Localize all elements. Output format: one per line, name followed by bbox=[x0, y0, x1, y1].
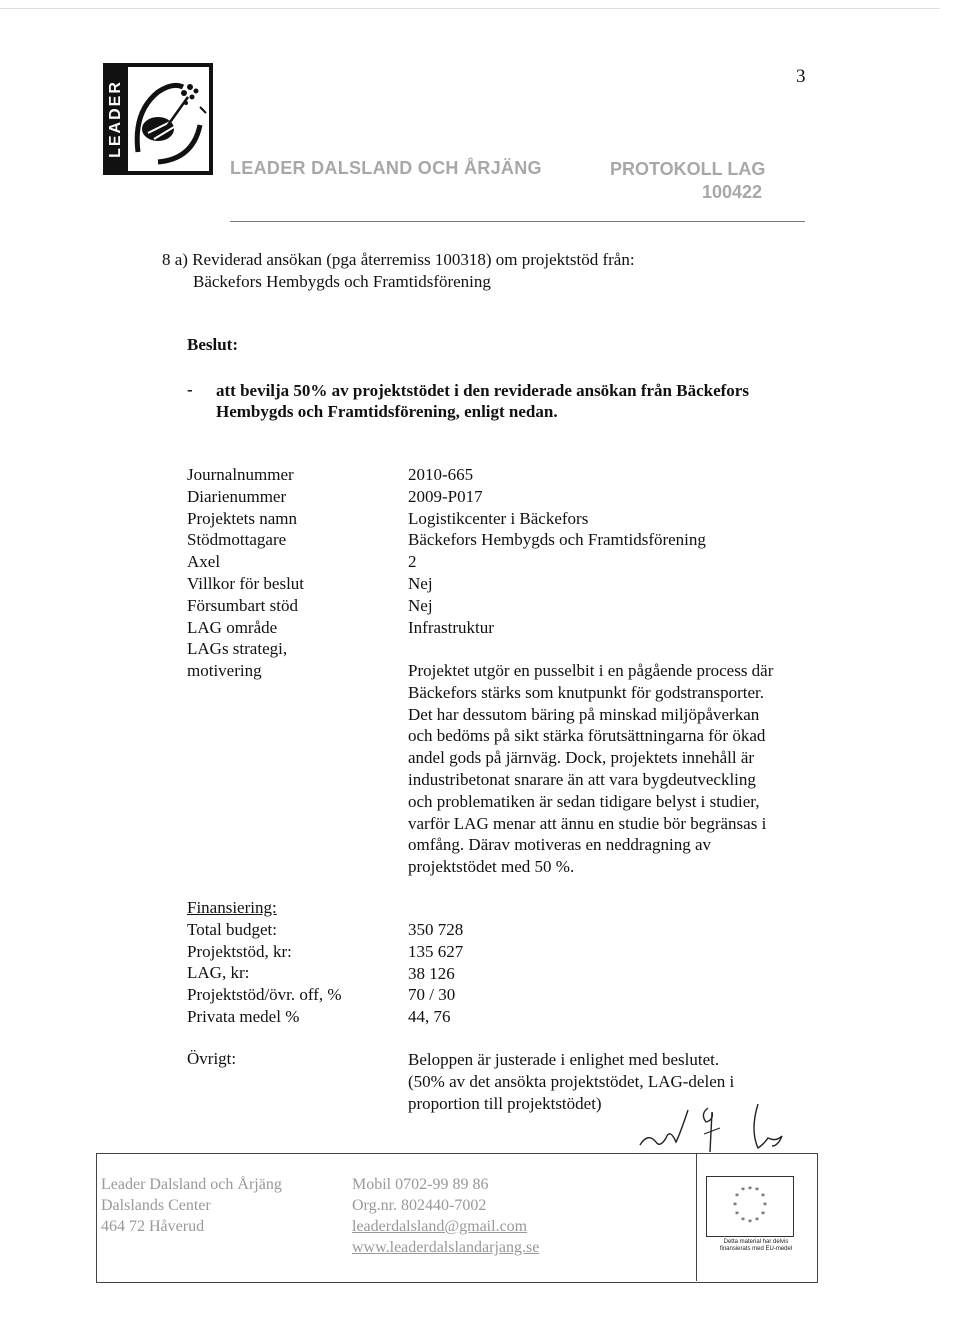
footer-org-name: Leader Dalsland och Årjäng bbox=[101, 1176, 282, 1193]
project-name-value: Logistikcenter i Bäckefors bbox=[408, 508, 589, 528]
motivation-line: och problematiken är sedan tidigare belyst i studier, bbox=[408, 791, 760, 811]
svg-text:*: * bbox=[748, 1218, 752, 1227]
journal-number-value: 2010-665 bbox=[408, 465, 474, 484]
strategy-label: LAGs strategi, bbox=[187, 639, 288, 659]
journal-number-label: Journalnummer bbox=[187, 465, 294, 484]
minor-support-label: Försumbart stöd bbox=[187, 595, 298, 615]
motivation-line: industribetonat snarare än att vara bygdeutveckling bbox=[408, 769, 756, 789]
lag-area-value: Infrastruktur bbox=[408, 617, 494, 637]
project-name-label: Projektets namn bbox=[187, 508, 298, 528]
header-divider bbox=[230, 221, 805, 222]
eu-funding-line1: Detta material har delvis bbox=[723, 1239, 789, 1245]
total-budget-value: 350 728 bbox=[408, 920, 464, 939]
diary-number-label: Diarienummer bbox=[187, 486, 287, 506]
motivation-line: Det har dessutom bäring på minskad miljöpåverkan bbox=[408, 704, 760, 724]
document-type: PROTOKOLL LAG bbox=[610, 159, 766, 179]
svg-text:*: * bbox=[755, 1216, 759, 1225]
support-ratio-value: 70 / 30 bbox=[408, 985, 456, 1005]
svg-text:*: * bbox=[761, 1210, 765, 1219]
leader-logo-icon bbox=[128, 67, 209, 171]
svg-text:*: * bbox=[741, 1216, 745, 1225]
eu-funding-note bbox=[700, 1239, 812, 1253]
details-values bbox=[408, 464, 706, 638]
diary-number-value: 2009-P017 bbox=[408, 486, 483, 506]
page-number: 3 bbox=[796, 66, 806, 87]
recipient-value: Bäckefors Hembygds och Framtidsförening bbox=[408, 530, 706, 550]
agenda-item-title bbox=[162, 249, 635, 293]
footer-contact bbox=[352, 1174, 539, 1258]
organization-header: LEADER DALSLAND OCH ÅRJÄNG bbox=[230, 158, 542, 178]
other-line: (50% av det ansökta projektstödet, LAG-delen i bbox=[408, 1071, 735, 1091]
financing-values bbox=[408, 919, 463, 1028]
motivation-line: andel gods på järnväg. Dock, projektets innehåll är bbox=[408, 748, 755, 768]
footer-postal-address: 464 72 Håverud bbox=[101, 1218, 205, 1235]
agenda-item-line1: 8 a) Reviderad ansökan (pga återremiss 100318) om projektstöd från: bbox=[162, 250, 635, 269]
footer-center: Dalslands Center bbox=[101, 1197, 211, 1214]
lag-amount-value: 38 126 bbox=[408, 963, 455, 983]
private-funds-value: 44, 76 bbox=[408, 1007, 451, 1027]
svg-text:*: * bbox=[733, 1201, 737, 1210]
conditions-value: Nej bbox=[408, 573, 433, 593]
svg-text:*: * bbox=[761, 1192, 765, 1201]
svg-text:*: * bbox=[735, 1192, 739, 1201]
lag-area-label: LAG område bbox=[187, 617, 278, 637]
motivation-line: varför LAG menar att ännu en studie bör begränsas i bbox=[408, 813, 767, 833]
decision-bullet: - bbox=[187, 380, 193, 399]
financing-heading: Finansiering: bbox=[187, 898, 277, 917]
eu-funding-line2: finansierats med EU-medel bbox=[719, 1246, 793, 1252]
recipient-label: Stödmottagare bbox=[187, 530, 287, 550]
other-line: proportion till projektstödet) bbox=[408, 1093, 602, 1113]
svg-text:*: * bbox=[755, 1186, 759, 1195]
motivation-text bbox=[408, 660, 828, 878]
leader-logo bbox=[103, 63, 213, 175]
details-labels bbox=[187, 464, 304, 682]
footer-org-number: Org.nr. 802440-7002 bbox=[352, 1197, 487, 1214]
footer-website-link[interactable]: www.leaderdalslandarjang.se bbox=[352, 1239, 540, 1256]
axis-value: 2 bbox=[408, 552, 417, 572]
motivation-line: omfång. Därav motiveras en neddragning av bbox=[408, 835, 712, 855]
support-ratio-label: Projektstöd/övr. off, % bbox=[187, 985, 342, 1005]
decision-text: att bevilja 50% av projektstödet i den reviderade ansökan från Bäckefors Hembygds och Framtidsförening, enligt nedan. bbox=[216, 381, 749, 421]
private-funds-label: Privata medel % bbox=[187, 1006, 300, 1026]
document-number: 100422 bbox=[702, 182, 763, 202]
footer-address bbox=[101, 1174, 282, 1237]
decision-label: Beslut: bbox=[187, 335, 238, 354]
minor-support-value: Nej bbox=[408, 595, 433, 615]
document-header bbox=[610, 158, 765, 204]
motivation-line: och bedöms på sikt stärka förutsättningarna för ökad bbox=[408, 726, 766, 746]
financing-labels bbox=[187, 897, 342, 1028]
other-label: Övrigt: bbox=[187, 1049, 237, 1068]
svg-text:*: * bbox=[763, 1201, 767, 1210]
agenda-item-line2: Bäckefors Hembygds och Framtidsförening bbox=[193, 272, 491, 291]
project-support-value: 135 627 bbox=[408, 941, 464, 961]
footer-email-link[interactable]: leaderdalsland@gmail.com bbox=[352, 1218, 528, 1235]
motivation-line: Bäckefors stärks som knutpunkt för godstransporter. bbox=[408, 682, 764, 702]
lag-amount-label: LAG, kr: bbox=[187, 963, 250, 983]
conditions-label: Villkor för beslut bbox=[187, 573, 305, 593]
project-support-label: Projektstöd, kr: bbox=[187, 941, 292, 961]
svg-text:*: * bbox=[735, 1210, 739, 1219]
logo-text: LEADER bbox=[107, 80, 124, 158]
motivation-line: projektstödet med 50 %. bbox=[408, 857, 575, 877]
total-budget-label: Total budget: bbox=[187, 919, 277, 939]
svg-text:*: * bbox=[748, 1185, 752, 1194]
footer-phone: Mobil 0702-99 89 86 bbox=[352, 1176, 489, 1193]
handwritten-signatures bbox=[630, 1090, 790, 1160]
eu-flag-icon bbox=[706, 1176, 794, 1237]
top-rule bbox=[0, 8, 940, 9]
motivation-label: motivering bbox=[187, 661, 262, 681]
motivation-line: Projektet utgör en pusselbit i en pågående process där bbox=[408, 661, 774, 680]
axis-label: Axel bbox=[187, 552, 221, 572]
svg-text:*: * bbox=[741, 1186, 745, 1195]
other-line: Beloppen är justerade i enlighet med beslutet. bbox=[408, 1050, 720, 1069]
